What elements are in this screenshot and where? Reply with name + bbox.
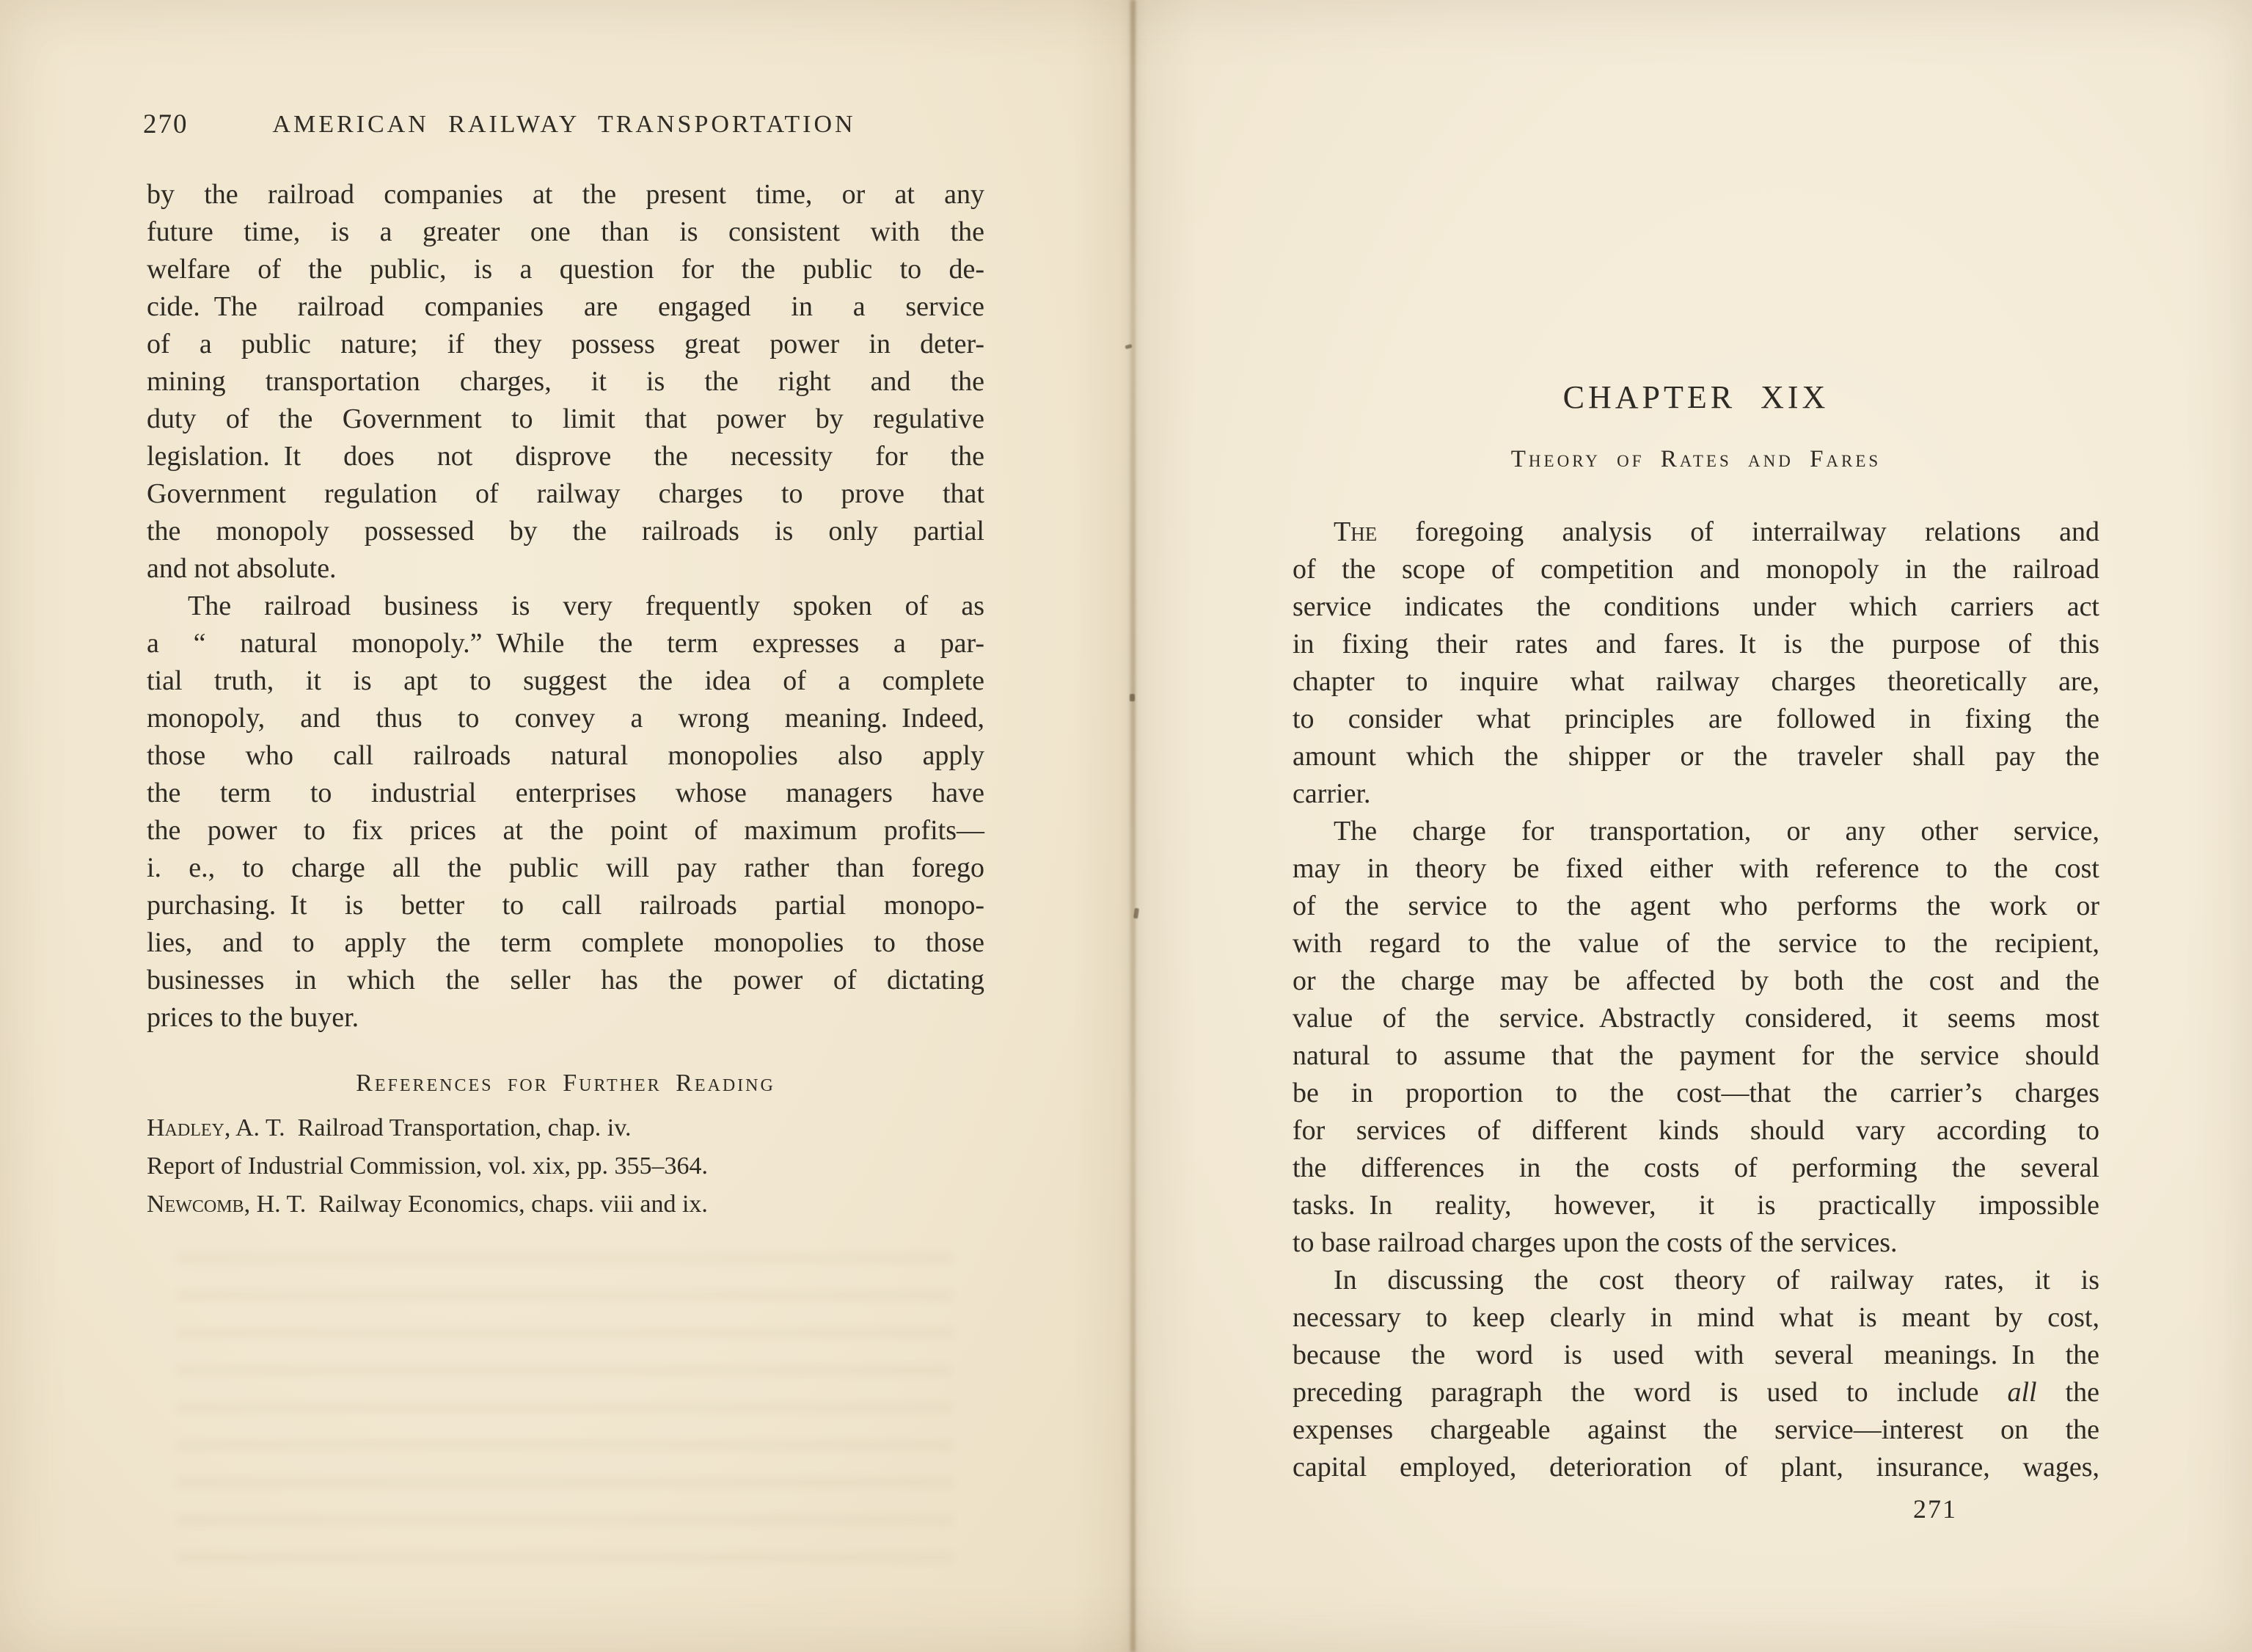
text-segment: chapter to inquire what railway charges theoretically are, xyxy=(1293,666,2099,697)
text-line xyxy=(147,550,984,588)
text-line xyxy=(147,475,984,513)
text-segment: welfare of the public, is a question for the public to de- xyxy=(147,254,984,285)
text-segment: of the scope of competition and monopoly in the railroad xyxy=(1293,554,2099,585)
text-line xyxy=(1293,888,2099,925)
text-line xyxy=(147,326,984,363)
text-line xyxy=(147,737,984,775)
text-segment: businesses in which the seller has the power of dictating xyxy=(147,965,984,995)
right-page xyxy=(1136,0,2252,1652)
text-segment: to consider what principles are followed in fixing the xyxy=(1293,703,2099,734)
text-segment: amount which the shipper or the traveler shall pay the xyxy=(1293,741,2099,772)
chapter-subtitle: Theory of Rates and Fares xyxy=(1510,446,1882,472)
reference-entry xyxy=(147,1147,998,1185)
text-line xyxy=(147,662,984,700)
small-caps-text: Hadley xyxy=(147,1114,224,1141)
text-segment: to base railroad charges upon the costs of the services. xyxy=(1293,1227,1898,1258)
text-segment: purchasing. It is better to call railroads partial monopo- xyxy=(147,890,984,921)
right-body-text xyxy=(1293,513,2099,1486)
text-segment: preceding paragraph the word is used to include xyxy=(1293,1377,2008,1408)
text-line xyxy=(1293,813,2099,850)
text-line xyxy=(1293,1000,2099,1037)
text-line xyxy=(1293,1112,2099,1150)
text-segment: service indicates the conditions under which carriers act xyxy=(1293,591,2099,622)
text-segment: a “ natural monopoly.” While the term expresses a par- xyxy=(147,628,984,659)
page-number-right: 271 xyxy=(1913,1494,1957,1524)
text-line xyxy=(1293,1299,2099,1337)
text-segment: necessary to keep clearly in mind what is meant by cost, xyxy=(1293,1302,2099,1333)
text-line xyxy=(1293,626,2099,663)
text-line xyxy=(147,401,984,438)
text-segment: i. e., to charge all the public will pay rather than forego xyxy=(147,852,984,883)
text-line xyxy=(147,887,984,924)
text-segment: Government regulation of railway charges to prove that xyxy=(147,478,984,509)
text-segment: The charge for transportation, or any other service, xyxy=(1334,816,2099,847)
italic-text: all xyxy=(2007,1377,2037,1408)
page-show-through xyxy=(176,1247,954,1563)
text-line xyxy=(1293,1075,2099,1112)
text-line xyxy=(1293,1187,2099,1224)
text-segment: legislation. It does not disprove the necessity for the xyxy=(147,441,984,472)
text-segment: Report of Industrial Commission, vol. xix, pp. 355–364. xyxy=(147,1152,708,1180)
text-segment: because the word is used with several meanings. In the xyxy=(1293,1339,2099,1370)
text-line xyxy=(1293,1262,2099,1299)
text-line xyxy=(1293,1337,2099,1374)
gutter-crease xyxy=(1130,0,1136,1652)
reference-entry xyxy=(147,1185,998,1224)
small-caps-text: The xyxy=(1334,516,1378,547)
text-segment: duty of the Government to limit that power by regulative xyxy=(147,403,984,434)
text-line xyxy=(1293,962,2099,1000)
text-line xyxy=(1293,925,2099,962)
text-line xyxy=(1293,738,2099,775)
text-line xyxy=(147,363,984,401)
running-title: AMERICAN RAILWAY TRANSPORTATION xyxy=(272,111,856,138)
text-line xyxy=(147,513,984,550)
text-segment: capital employed, deterioration of plant, insurance, wages, xyxy=(1293,1452,2099,1483)
references-list xyxy=(147,1109,998,1224)
text-segment: mining transportation charges, it is the right and the xyxy=(147,366,984,397)
text-line xyxy=(147,812,984,849)
references-heading: References for Further Reading xyxy=(356,1070,775,1097)
crease-speck xyxy=(1130,694,1135,701)
text-segment: and not absolute. xyxy=(147,553,337,584)
text-line xyxy=(147,700,984,737)
text-line xyxy=(147,251,984,288)
text-line xyxy=(147,924,984,962)
text-segment: of a public nature; if they possess great power in deter- xyxy=(147,329,984,359)
text-segment: or the charge may be affected by both the cost and the xyxy=(1293,965,2099,996)
text-line xyxy=(1293,1411,2099,1449)
text-segment: lies, and to apply the term complete monopolies to those xyxy=(147,927,984,958)
text-segment: tial truth, it is apt to suggest the idea of a complete xyxy=(147,665,984,696)
small-caps-text: Newcomb xyxy=(147,1191,244,1218)
text-segment: the differences in the costs of performing the several xyxy=(1293,1152,2099,1183)
text-line xyxy=(1293,775,2099,813)
text-line xyxy=(147,775,984,812)
text-segment: expenses chargeable against the service—interest on the xyxy=(1293,1414,2099,1445)
text-line xyxy=(1293,588,2099,626)
text-line xyxy=(1293,513,2099,551)
text-segment: tasks. In reality, however, it is practically impossible xyxy=(1293,1190,2099,1221)
text-line xyxy=(1293,1374,2099,1411)
chapter-heading: CHAPTER XIX xyxy=(1562,379,1829,415)
text-line xyxy=(1293,701,2099,738)
text-line xyxy=(1293,1150,2099,1187)
text-segment: by the railroad companies at the present time, or at any xyxy=(147,179,984,210)
page-number-left: 270 xyxy=(143,109,189,139)
text-line xyxy=(147,849,984,887)
text-segment: carrier. xyxy=(1293,778,1371,809)
text-line xyxy=(147,999,984,1037)
reference-entry xyxy=(147,1109,998,1147)
text-line xyxy=(147,438,984,475)
text-segment: foregoing analysis of interrailway relations and xyxy=(1377,516,2099,547)
text-segment: be in proportion to the cost—that the carrier’s charges xyxy=(1293,1078,2099,1108)
text-line xyxy=(147,176,984,213)
text-line xyxy=(1293,1224,2099,1262)
text-segment: of the service to the agent who performs the work or xyxy=(1293,891,2099,921)
text-line xyxy=(1293,850,2099,888)
text-segment: the term to industrial enterprises whose managers have xyxy=(147,778,984,808)
text-segment: for services of different kinds should vary according to xyxy=(1293,1115,2099,1146)
text-segment: In discussing the cost theory of railway rates, it is xyxy=(1334,1265,2099,1295)
text-line xyxy=(1293,1037,2099,1075)
text-segment: value of the service. Abstractly considered, it seems most xyxy=(1293,1003,2099,1034)
text-segment: natural to assume that the payment for the service should xyxy=(1293,1040,2099,1071)
text-line xyxy=(147,288,984,326)
text-segment: the monopoly possessed by the railroads is only partial xyxy=(147,516,984,547)
text-line xyxy=(1293,1449,2099,1486)
text-segment: cide. The railroad companies are engaged in a service xyxy=(147,291,984,322)
text-line xyxy=(147,213,984,251)
text-segment: monopoly, and thus to convey a wrong meaning. Indeed, xyxy=(147,703,984,734)
text-segment: , H. T. Railway Economics, chaps. viii and ix. xyxy=(244,1191,708,1218)
text-line xyxy=(147,962,984,999)
text-segment: future time, is a greater one than is consistent with the xyxy=(147,216,984,247)
text-segment: the xyxy=(2036,1377,2099,1408)
text-line xyxy=(147,625,984,662)
left-body-text xyxy=(147,176,984,1037)
text-segment: The railroad business is very frequently spoken of as xyxy=(188,591,984,621)
text-segment: may in theory be fixed either with reference to the cost xyxy=(1293,853,2099,884)
text-segment: those who call railroads natural monopolies also apply xyxy=(147,740,984,771)
text-segment: with regard to the value of the service to the recipient, xyxy=(1293,928,2099,959)
text-line xyxy=(147,588,984,625)
text-segment: , A. T. Railroad Transportation, chap. iv. xyxy=(224,1114,632,1141)
text-line xyxy=(1293,663,2099,701)
text-segment: prices to the buyer. xyxy=(147,1002,359,1033)
text-segment: in fixing their rates and fares. It is the purpose of this xyxy=(1293,629,2099,659)
text-segment: the power to fix prices at the point of maximum profits— xyxy=(147,815,984,846)
running-header xyxy=(143,107,985,142)
text-line xyxy=(1293,551,2099,588)
